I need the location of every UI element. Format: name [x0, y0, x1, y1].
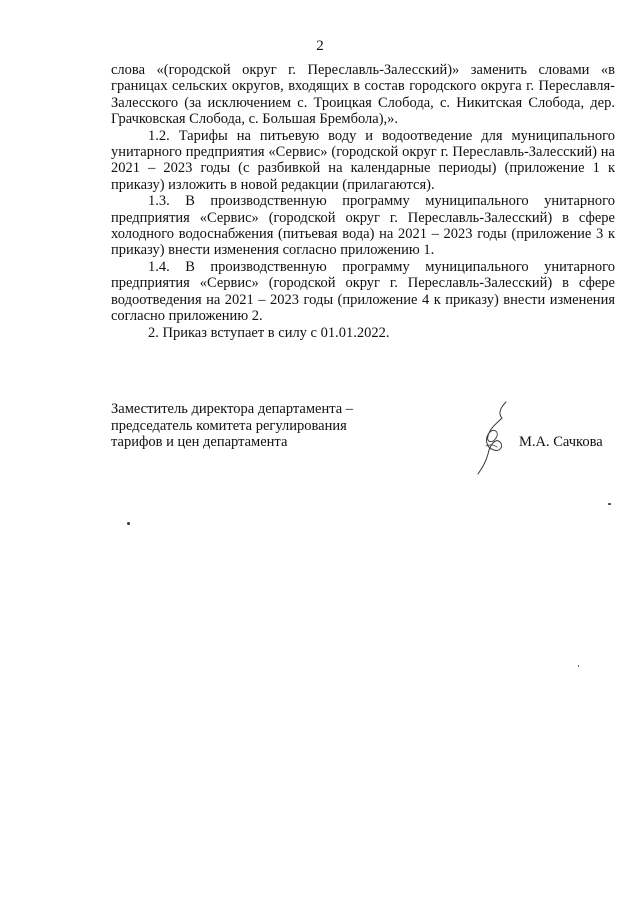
position-line-2: председатель комитета регулирования [111, 417, 347, 434]
paragraph-1-2: 1.2. Тарифы на питьевую воду и водоотведение для муниципального унитарного предприятия «Сервис» (городской округ г. Переславль-Залесский) на 2021 – 2023 годы (с разбивкой на календарные периоды) (приложение 1 к приказу) изложить в новой редакции (прилагаются). [111, 127, 615, 193]
position-line-3: тарифов и цен департамента [111, 434, 288, 450]
position-line-1: Заместитель директора департамента – [111, 401, 354, 417]
paragraph-1-3: 1.3. В производственную программу муниципального унитарного предприятия «Сервис» (городской округ г. Переславль-Залесский) в сфере холодного водоснабжения (питьевая вода) на 2021 – 2023 годы (приложение 3 к приказу) внести изменения согласно приложению 1. [111, 193, 615, 259]
signer-name: М.А. Сачкова [519, 434, 603, 450]
paragraph-2: 2. Приказ вступает в силу с 01.01.2022. [148, 324, 390, 341]
scan-speck [127, 522, 130, 525]
document-body [111, 62, 615, 341]
paragraph-continuation: слова «(городской округ г. Переславль-Залесский)» заменить словами «в границах сельских округов, входящих в состав городского округа г. Переславля-Залесского (за исключением с. Троицкая Слобода, с. Никитская Слобода, дер. Грачковская Слобода, с. Большая Брембола),». [111, 62, 615, 128]
scan-speck [608, 503, 611, 505]
scan-speck [578, 665, 579, 667]
page-number: 2 [316, 38, 324, 54]
signatory-position [111, 401, 411, 451]
handwritten-signature [470, 398, 520, 476]
paragraph-1-4: 1.4. В производственную программу муниципального унитарного предприятия «Сервис» (городской округ г. Переславль-Залесский) в сфере водоотведения на 2021 – 2023 годы (приложение 4 к приказу) внести изменения согласно приложению 2. [111, 258, 615, 325]
